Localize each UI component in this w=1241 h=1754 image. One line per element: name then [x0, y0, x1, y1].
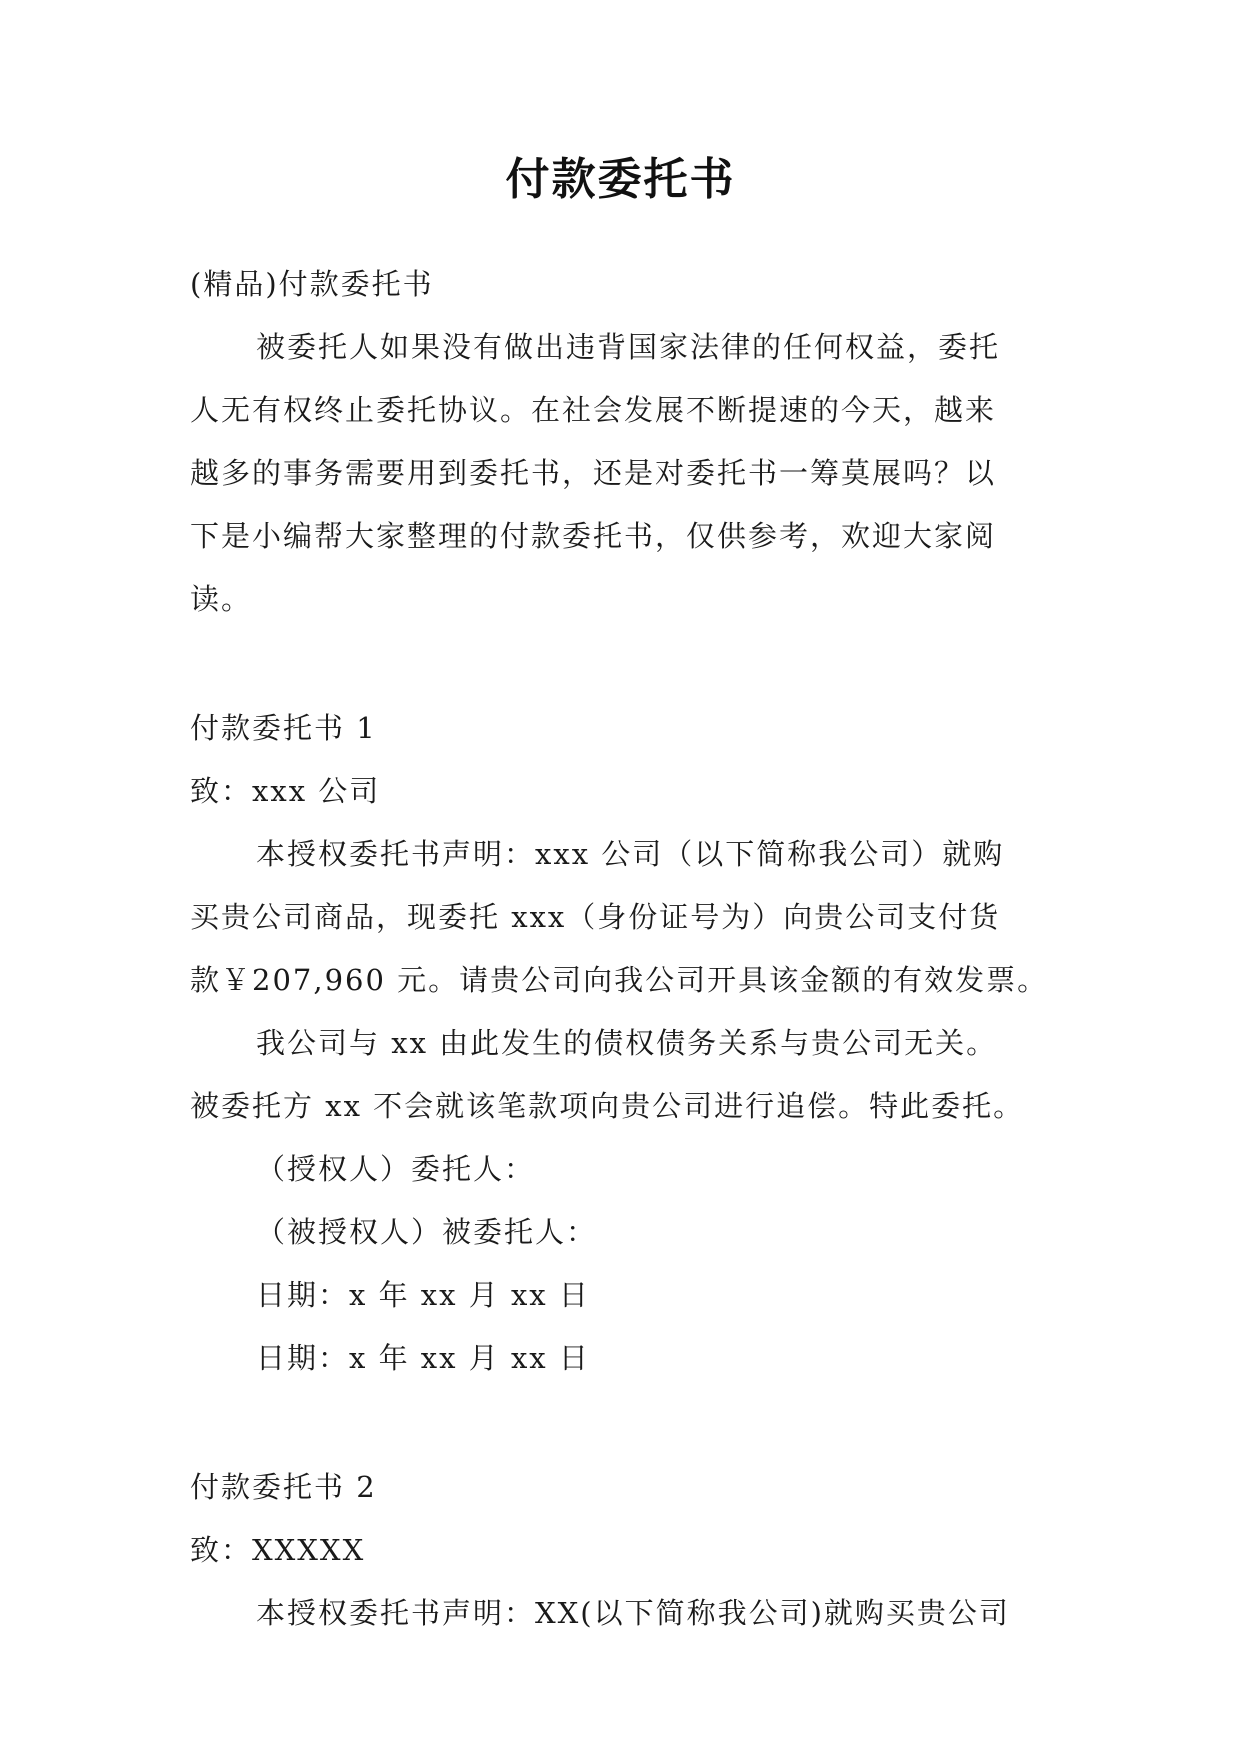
section1-statement-line: 款￥207,960 元。请贵公司向我公司开具该金额的有效发票。: [190, 963, 1049, 997]
intro-line: 读。: [190, 582, 253, 616]
intro-line: 下是小编帮大家整理的付款委托书，仅供参考，欢迎大家阅: [190, 519, 997, 553]
intro-line: 越多的事务需要用到委托书，还是对委托书一筹莫展吗？以: [190, 456, 997, 490]
section1-recipient: 致：xxx 公司: [190, 774, 381, 808]
document-subtitle: (精品)付款委托书: [190, 267, 434, 301]
section1-heading: 付款委托书 1: [190, 711, 377, 745]
section1-statement-line: 本授权委托书声明：xxx 公司（以下简称我公司）就购: [256, 837, 1005, 871]
intro-line: 人无有权终止委托协议。在社会发展不断提速的今天，越来: [190, 393, 997, 427]
intro-line: 被委托人如果没有做出违背国家法律的任何权益，委托: [256, 330, 1001, 364]
document-title: 付款委托书: [505, 154, 736, 205]
section2-statement-line: 本授权委托书声明：XX(以下简称我公司)就购买贵公司: [256, 1596, 1010, 1630]
section1-statement-line: 买贵公司商品，现委托 xxx（身份证号为）向贵公司支付货: [190, 900, 1001, 934]
date-line: 日期：x 年 xx 月 xx 日: [256, 1278, 590, 1312]
section1-liability-line: 被委托方 xx 不会就该笔款项向贵公司进行追偿。特此委托。: [190, 1089, 1025, 1123]
agent-signature-line: （被授权人）被委托人：: [256, 1215, 598, 1249]
section1-liability-line: 我公司与 xx 由此发生的债权债务关系与贵公司无关。: [256, 1026, 998, 1060]
section2-recipient: 致：XXXXX: [190, 1533, 366, 1567]
principal-signature-line: （授权人）委托人：: [256, 1152, 536, 1186]
section2-heading: 付款委托书 2: [190, 1470, 377, 1504]
date-line: 日期：x 年 xx 月 xx 日: [256, 1341, 590, 1375]
